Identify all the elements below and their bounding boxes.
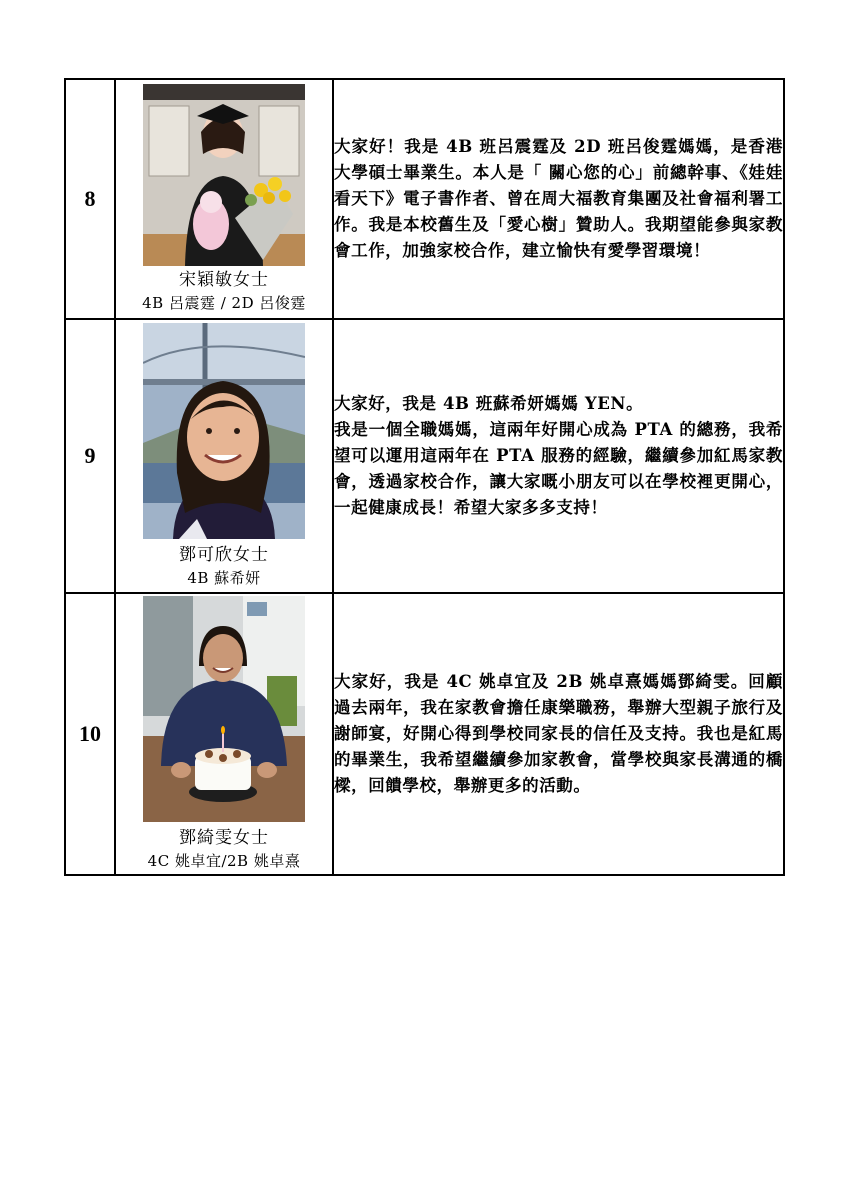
candidate-statement bbox=[334, 669, 783, 799]
candidate-row bbox=[65, 79, 784, 319]
candidate-statement bbox=[334, 134, 783, 264]
candidate-row bbox=[65, 593, 784, 875]
portrait-birthday-cake-photo-icon bbox=[143, 596, 305, 822]
candidate-statement-cell bbox=[333, 319, 784, 593]
candidate-number: 10 bbox=[65, 593, 115, 875]
candidate-statement bbox=[334, 391, 783, 521]
candidate-table bbox=[64, 78, 785, 876]
candidate-name: 鄧綺雯女士 bbox=[179, 828, 269, 848]
statement-paragraph: 大家好，我是 4C 姚卓宜及 2B 姚卓熹媽媽鄧綺雯。回顧過去兩年，我在家教會擔任康樂職務，舉辦大型親子旅行及謝師宴，好開心得到學校同家長的信任及支持。我也是紅馬的畢業生，我希望繼續參加家教會，當學校與家長溝通的橋樑，回饋學校，舉辦更多的活動。 bbox=[334, 672, 783, 795]
candidate-statement-cell bbox=[333, 79, 784, 319]
candidate-classes: 4B 蘇希妍 bbox=[187, 569, 261, 587]
candidate-classes: 4C 姚卓宜/2B 姚卓熹 bbox=[147, 852, 301, 870]
statement-paragraph: 大家好！我是 4B 班呂震霆及 2D 班呂俊霆媽媽，是香港大學碩士畢業生。本人是「 關心您的心」前總幹事、《娃娃看天下》電子書作者、曾在周大福教育集團及社會福利署工作。我是本校舊生及「愛心樹」贊助人。我期望能參與家教會工作，加強家校合作，建立愉快有愛學習環境！ bbox=[334, 137, 783, 260]
candidate-number: 9 bbox=[65, 319, 115, 593]
candidate-statement-cell bbox=[333, 593, 784, 875]
candidate-name: 鄧可欣女士 bbox=[179, 545, 269, 565]
candidate-photo-cell bbox=[115, 593, 333, 875]
statement-paragraph: 大家好，我是 4B 班蘇希妍媽媽 YEN。 bbox=[334, 394, 644, 413]
portrait-graduation-photo-icon bbox=[143, 84, 305, 266]
candidate-photo-cell bbox=[115, 319, 333, 593]
portrait-bridge-photo-icon bbox=[143, 323, 305, 539]
candidate-number: 8 bbox=[65, 79, 115, 319]
statement-paragraph: 我是一個全職媽媽，這兩年好開心成為 PTA 的總務，我希望可以運用這兩年在 PTA 服務的經驗，繼續參加紅馬家教會，透過家校合作，讓大家嘅小朋友可以在學校裡更開心，一起健康成長！希望大家多多支持！ bbox=[334, 420, 783, 517]
candidate-name: 宋穎敏女士 bbox=[179, 270, 269, 290]
candidate-photo-cell bbox=[115, 79, 333, 319]
candidate-row bbox=[65, 319, 784, 593]
candidate-classes: 4B 呂震霆 / 2D 呂俊霆 bbox=[142, 294, 306, 312]
